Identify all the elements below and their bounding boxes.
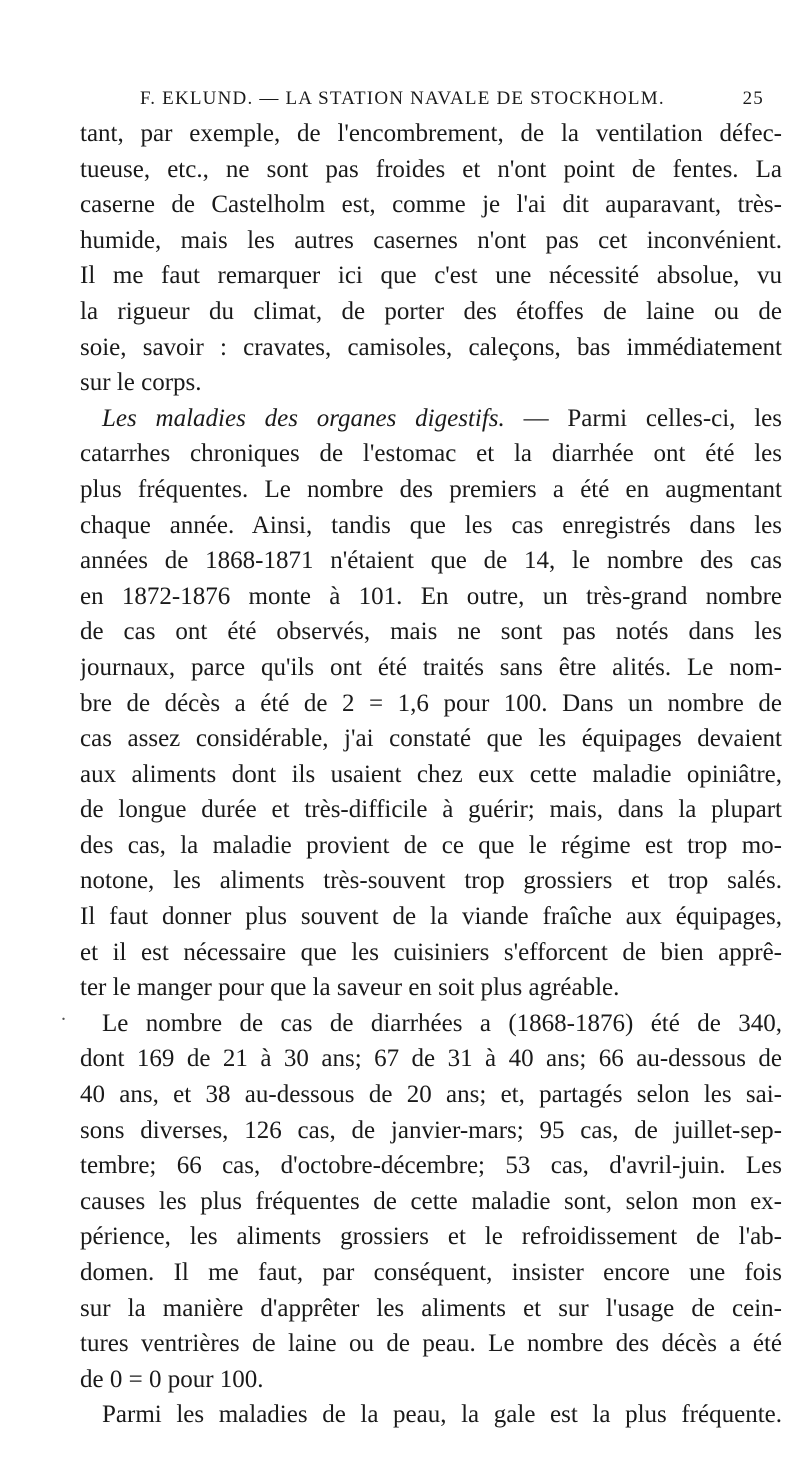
text-line: et il est nécessaire que les cuisiniers s'efforcent de bien apprê-: [80, 938, 782, 966]
text-line: de longue durée et très-difficile à guérir; mais, dans la plupart: [80, 796, 782, 824]
text-line: des cas, la maladie provient de ce que le régime est trop mo-: [80, 831, 782, 859]
text-line: Le nombre de cas de diarrhées a (1868-1876) été de 340,: [102, 1009, 782, 1037]
text-line: périence, les aliments grossiers et le refroidissement de l'ab-: [80, 1223, 782, 1251]
section-heading: Les maladies des organes digestifs.: [102, 404, 505, 432]
text-line: années de 1868-1871 n'étaient que de 14, le nombre des cas: [80, 547, 782, 575]
text-line: Parmi les maladies de la peau, la gale est la plus fréquente.: [102, 1401, 782, 1429]
text-line: la rigueur du climat, de porter des étoffes de laine ou de: [80, 297, 782, 325]
text-line: de 0 = 0 pour 100.: [80, 1365, 264, 1393]
text-line: humide, mais les autres casernes n'ont pas cet inconvénient.: [80, 226, 782, 254]
running-head: [140, 88, 780, 118]
text-line: catarrhes chroniques de l'estomac et la diarrhée ont été les: [80, 440, 782, 468]
text-line: domen. Il me faut, par conséquent, insister encore une fois: [80, 1259, 782, 1286]
body-text: [80, 116, 782, 1433]
text-line: tures ventrières de laine ou de peau. Le nombre des décès a été: [80, 1330, 782, 1358]
text-line: Il me faut remarquer ici que c'est une nécessité absolue, vu: [80, 262, 782, 290]
text-line: tueuse, etc., ne sont pas froides et n'ont point de fentes. La: [80, 155, 782, 183]
text-line: soie, savoir : cravates, camisoles, caleçons, bas immédiatement: [80, 333, 782, 361]
text-line: aux aliments dont ils usaient chez eux cette maladie opiniâtre,: [80, 760, 782, 788]
section-line-text: — Parmi celles-ci, les: [523, 404, 782, 432]
text-line: sur le corps.: [80, 369, 202, 397]
text-line: cas assez considérable, j'ai constaté que les équipages devaient: [80, 725, 782, 753]
text-line: tant, par exemple, de l'encombrement, de la ventilation défec-: [80, 120, 782, 147]
text-line: caserne de Castelholm est, comme je l'ai dit auparavant, très-: [80, 191, 782, 219]
text-line: de cas ont été observés, mais ne sont pas notés dans les: [80, 618, 782, 646]
running-title: F. EKLUND. — LA STATION NAVALE DE STOCKHOLM.: [140, 88, 665, 109]
text-line: bre de décès a été de 2 = 1,6 pour 100. Dans un nombre de: [80, 689, 782, 717]
text-line: plus fréquentes. Le nombre des premiers a été en augmentant: [80, 475, 782, 503]
text-line: causes les plus fréquentes de cette maladie sont, selon mon ex-: [80, 1187, 782, 1215]
margin-dot: .: [61, 1003, 66, 1025]
text-line: notone, les aliments très-souvent trop grossiers et trop salés.: [80, 867, 782, 895]
text-line: Il faut donner plus souvent de la viande fraîche aux équipages,: [80, 903, 782, 931]
page-number: 25: [742, 88, 764, 109]
text-line: journaux, parce qu'ils ont été traités sans être alités. Le nom-: [80, 653, 782, 681]
section-line: [80, 401, 782, 437]
text-line: dont 169 de 21 à 30 ans; 67 de 31 à 40 ans; 66 au-dessous de: [80, 1045, 782, 1073]
text-line: chaque année. Ainsi, tandis que les cas enregistrés dans les: [80, 511, 782, 539]
text-line: 40 ans, et 38 au-dessous de 20 ans; et, partagés selon les sai-: [80, 1081, 782, 1109]
text-line: en 1872-1876 monte à 101. En outre, un très-grand nombre: [80, 582, 782, 610]
text-line: ter le manger pour que la saveur en soit plus agréable.: [80, 974, 620, 1002]
text-line: tembre; 66 cas, d'octobre-décembre; 53 cas, d'avril-juin. Les: [80, 1152, 782, 1180]
text-line: sons diverses, 126 cas, de janvier-mars; 95 cas, de juillet-sep-: [80, 1116, 782, 1144]
text-line: sur la manière d'apprêter les aliments et sur l'usage de cein-: [80, 1294, 782, 1322]
